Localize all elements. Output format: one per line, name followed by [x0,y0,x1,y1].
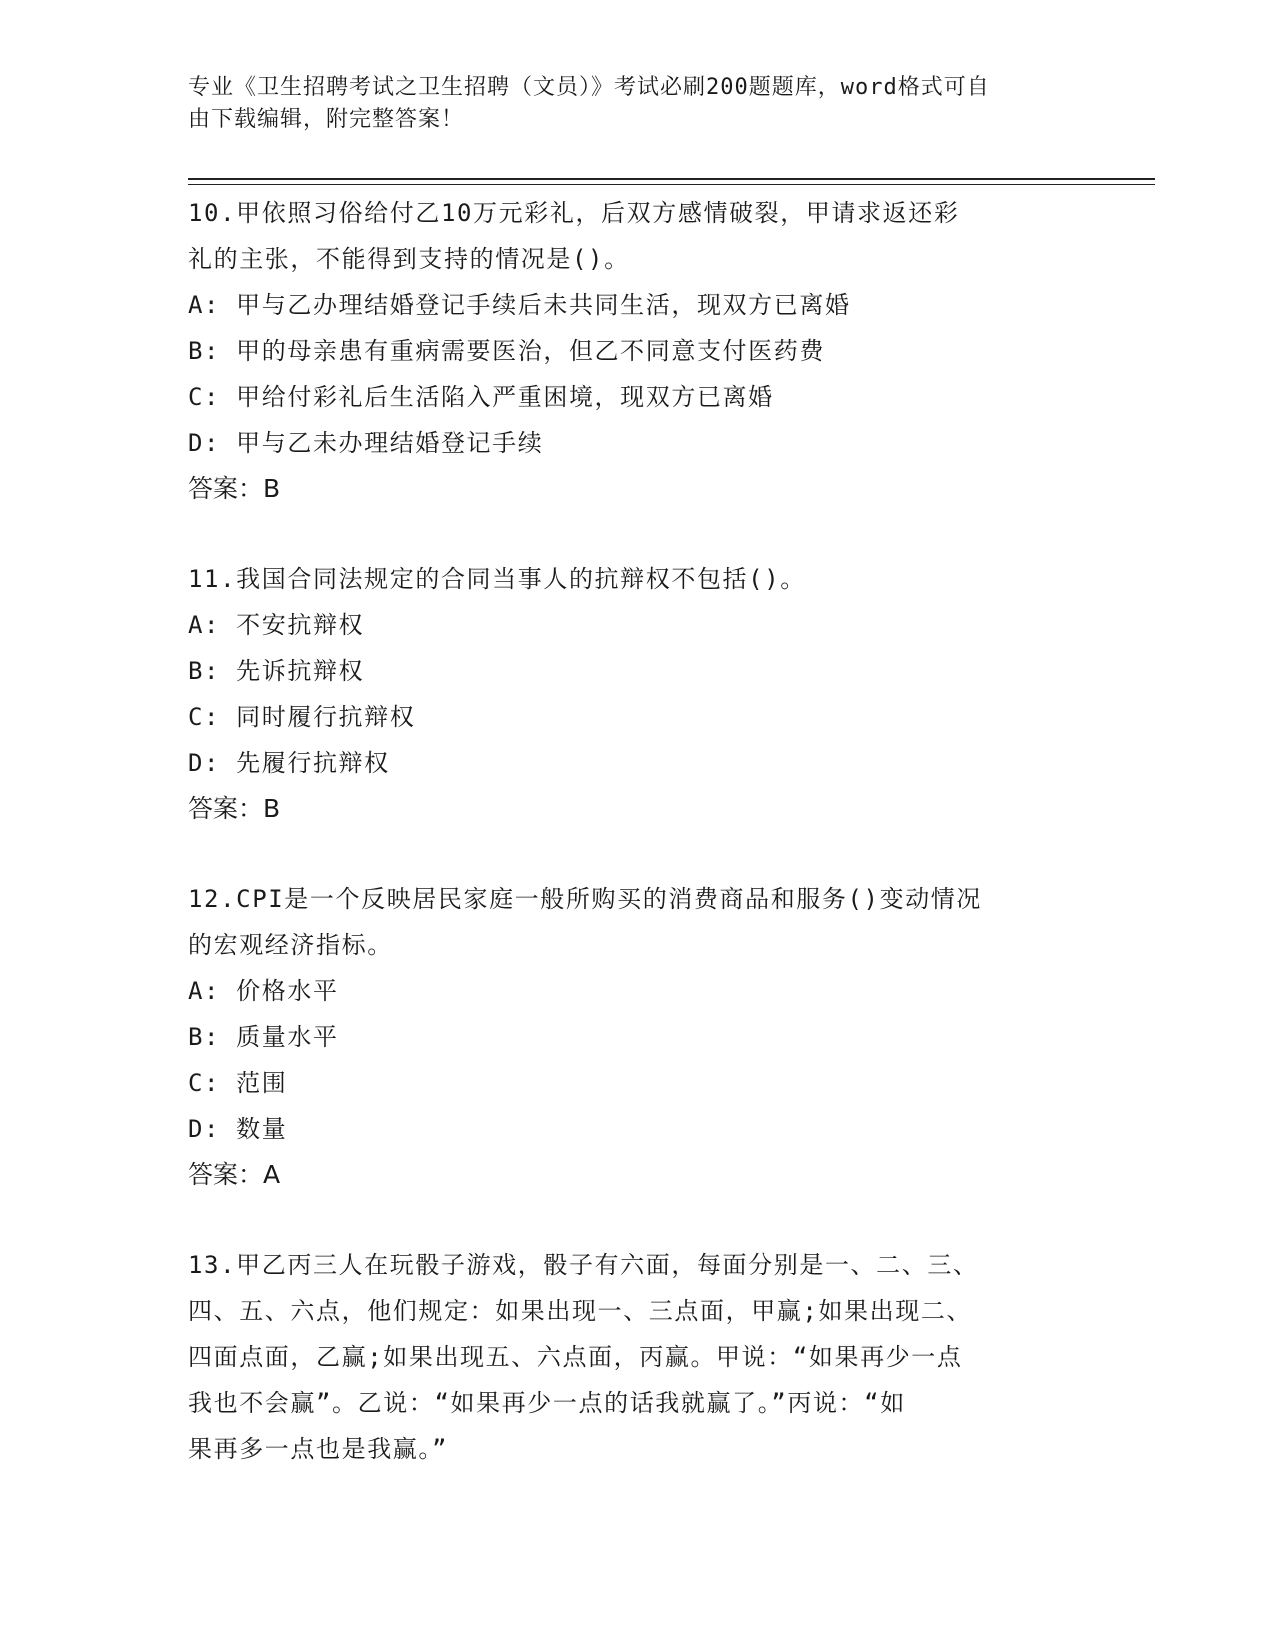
document-header [188,72,1068,136]
option-b: B: 先诉抗辩权 [188,657,365,685]
question-list [188,190,1068,1472]
option-c: C: 范围 [188,1069,288,1097]
question-spacer [188,1198,1068,1242]
question-10 [188,190,1068,512]
option-c: C: 同时履行抗辩权 [188,703,416,731]
header-line-1: 专业《卫生招聘考试之卫生招聘（文员）》考试必刷200题题库，word格式可自 [188,75,990,100]
question-stem-line: 的宏观经济指标。 [188,931,393,959]
question-12 [188,876,1068,1198]
answer-line: 答案：B [188,794,281,823]
answer-line: 答案：B [188,474,281,503]
option-d: D: 数量 [188,1115,288,1143]
question-stem-line: 12.CPI是一个反映居民家庭一般所购买的消费商品和服务()变动情况 [188,885,982,913]
question-stem-line: 礼的主张，不能得到支持的情况是()。 [188,245,630,273]
option-a: A: 不安抗辩权 [188,611,365,639]
option-b: B: 质量水平 [188,1023,339,1051]
question-stem-line: 我也不会赢”。乙说：“如果再少一点的话我就赢了。”丙说：“如 [188,1389,906,1417]
question-stem-line: 13.甲乙丙三人在玩骰子游戏，骰子有六面，每面分别是一、二、三、 [188,1251,979,1279]
header-divider-thick [188,178,1155,180]
question-stem-line: 10.甲依照习俗给付乙10万元彩礼，后双方感情破裂，甲请求返还彩 [188,199,960,227]
question-spacer [188,832,1068,876]
option-a: A: 价格水平 [188,977,339,1005]
header-line-2: 由下载编辑，附完整答案！ [188,107,465,132]
question-stem-line: 11.我国合同法规定的合同当事人的抗辩权不包括()。 [188,565,806,593]
question-stem-line: 果再多一点也是我赢。” [188,1435,449,1463]
question-spacer [188,512,1068,556]
answer-line: 答案：A [188,1160,281,1189]
question-stem-line: 四面点面，乙赢;如果出现五、六点面，丙赢。甲说：“如果再少一点 [188,1343,963,1371]
option-c: C: 甲给付彩礼后生活陷入严重困境，现双方已离婚 [188,383,774,411]
question-11 [188,556,1068,832]
question-stem-line: 四、五、六点，他们规定：如果出现一、三点面，甲赢;如果出现二、 [188,1297,973,1325]
option-d: D: 甲与乙未办理结婚登记手续 [188,429,544,457]
option-b: B: 甲的母亲患有重病需要医治，但乙不同意支付医药费 [188,337,825,365]
option-d: D: 先履行抗辩权 [188,749,390,777]
option-a: A: 甲与乙办理结婚登记手续后未共同生活，现双方已离婚 [188,291,851,319]
header-divider-thin [188,184,1155,185]
question-13 [188,1242,1068,1472]
